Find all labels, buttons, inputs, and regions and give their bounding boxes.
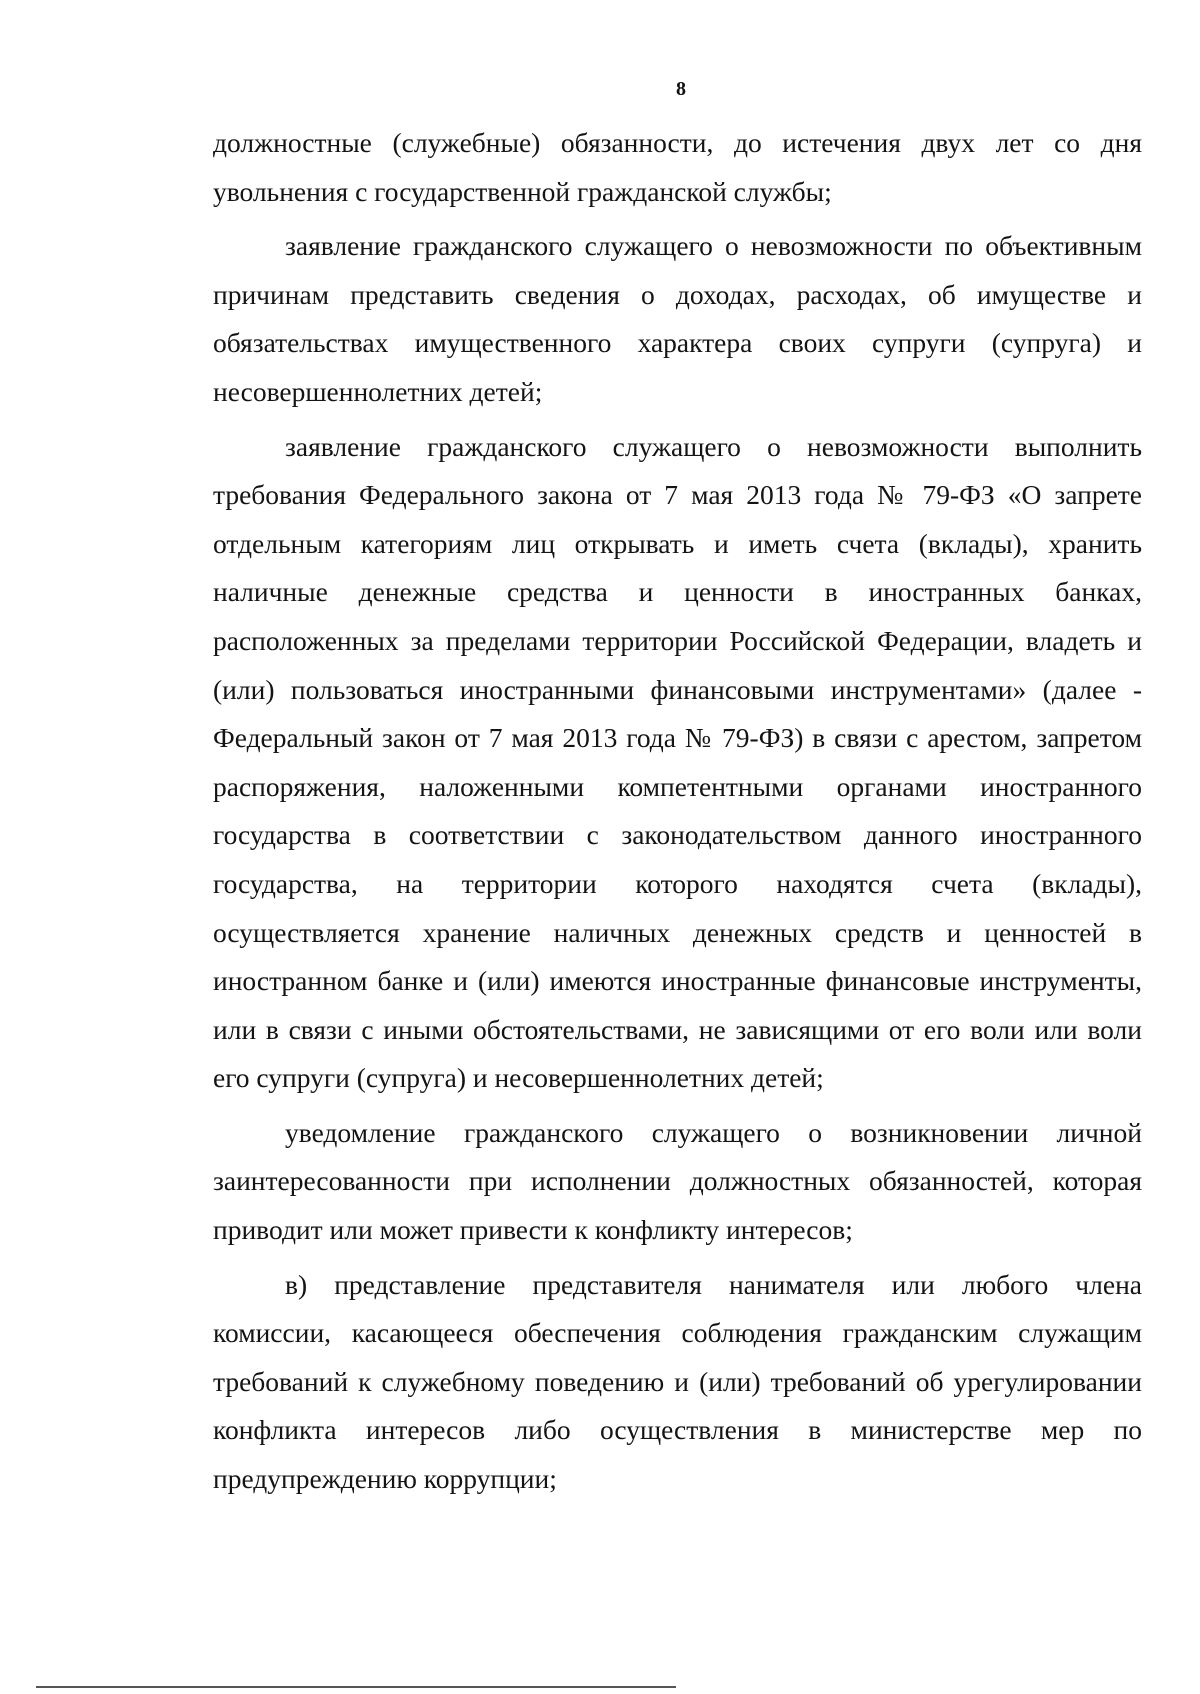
paragraph-statement-federal-law: заявление гражданского служащего о невозможности выполнить требования Федерального закона от 7 мая 2013 года № 79-ФЗ «О запрете отдельным категориям лиц открывать и иметь счета (вклады), хранить наличные денежные средства и ценности в иностранных банках, расположенных за пределами территории Российской Федерации, владеть и (или) пользоваться иностранными финансовыми инструментами» (далее - Федеральный закон от 7 мая 2013 года № 79-ФЗ) в связи с арестом, запретом распоряжения, наложенными компетентными органами иностранного государства в соответствии с законодательством данного иностранного государства, на территории которого находятся счета (вклады), осуществляется хранение наличных денежных средств и ценностей в иностранном банке и (или) имеются иностранные финансовые инструменты, или в связи с иными обстоятельствами, не зависящими от его воли или воли его супруги (супруга) и несовершеннолетних детей; (213, 430, 1142, 1094)
bottom-edge-rule (36, 1686, 676, 1688)
paragraph-notification-conflict: уведомление гражданского служащего о возникновении личной заинтересованности при исполнении должностных обязанностей, которая приводит или может привести к конфликту интересов; (213, 1116, 1142, 1246)
paragraph-continuation: должностные (служебные) обязанности, до истечения двух лет со дня увольнения с государственной гражданской службы; (213, 127, 1142, 207)
document-body (213, 119, 1142, 1504)
page-number: 8 (676, 78, 686, 100)
paragraph-statement-income-info: заявление гражданского служащего о невозможности по объективным причинам представить сведения о доходах, расходах, об имуществе и обязательствах имущественного характера своих супруги (супруга) и несовершеннолетних детей; (213, 230, 1142, 407)
paragraph-item-v: в) представление представителя нанимателя или любого члена комиссии, касающееся обеспечения соблюдения гражданским служащим требований к служебному поведению и (или) требований об урегулировании конфликта интересов либо осуществления в министерстве мер по предупреждению коррупции; (213, 1268, 1142, 1495)
